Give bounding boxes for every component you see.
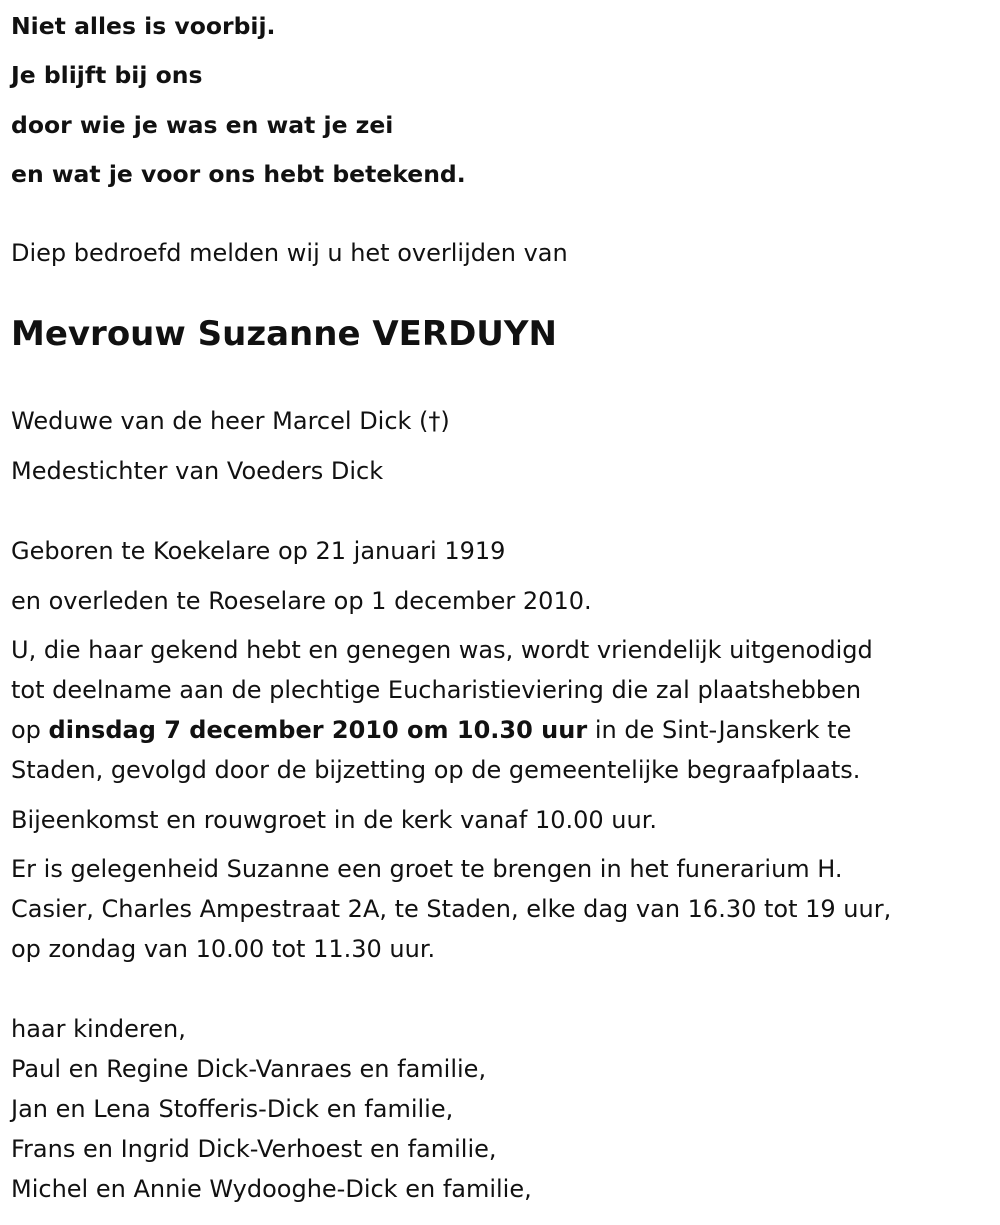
family-heading: haar kinderen, xyxy=(11,1015,186,1043)
gathering-line: Bijeenkomst en rouwgroet in de kerk vanaf 10.00 uur. xyxy=(11,806,658,834)
birth-line: Geboren te Koekelare op 21 januari 1919 xyxy=(11,537,506,565)
widow-line xyxy=(11,405,450,437)
family-member: Jan en Lena Stofferis-Dick en familie, xyxy=(11,1095,454,1123)
invitation-line-1: U, die haar gekend hebt en genegen was, wordt vriendelijk uitgenodigd xyxy=(11,636,873,664)
deceased-name: Mevrouw Suzanne VERDUYN xyxy=(11,314,557,354)
poem-line-2: Je blijft bij ons xyxy=(11,61,203,89)
invitation-line-4: Staden, gevolgd door de bijzetting op de gemeentelijke begraafplaats. xyxy=(11,756,861,784)
invitation-line-3 xyxy=(11,714,851,746)
cross-icon: † xyxy=(428,407,441,435)
invitation-text: op xyxy=(11,716,49,744)
poem-line-1: Niet alles is voorbij. xyxy=(11,12,276,40)
poem-line-3: door wie je was en wat je zei xyxy=(11,111,394,139)
cofounder-line: Medestichter van Voeders Dick xyxy=(11,457,384,485)
death-line: en overleden te Roeselare op 1 december 2010. xyxy=(11,587,592,615)
funeral-datetime: dinsdag 7 december 2010 om 10.30 uur xyxy=(48,716,588,744)
visitation-line-1: Er is gelegenheid Suzanne een groet te brengen in het funerarium H. xyxy=(11,855,843,883)
family-member: Michel en Annie Wydooghe-Dick en familie, xyxy=(11,1175,532,1203)
visitation-line-2: Casier, Charles Ampestraat 2A, te Staden, elke dag van 16.30 tot 19 uur, xyxy=(11,895,892,923)
family-member: Paul en Regine Dick-Vanraes en familie, xyxy=(11,1055,487,1083)
invitation-line-2: tot deelname aan de plechtige Eucharistieviering die zal plaatshebben xyxy=(11,676,862,704)
poem-line-4: en wat je voor ons hebt betekend. xyxy=(11,160,466,188)
widow-text: Weduwe van de heer Marcel Dick ( xyxy=(11,407,429,435)
widow-text-close: ) xyxy=(440,407,450,435)
invitation-text-continued: in de Sint-Janskerk te xyxy=(587,716,852,744)
family-member: Frans en Ingrid Dick-Verhoest en familie, xyxy=(11,1135,497,1163)
announcement-text: Diep bedroefd melden wij u het overlijden van xyxy=(11,239,568,267)
visitation-line-3: op zondag van 10.00 tot 11.30 uur. xyxy=(11,935,436,963)
